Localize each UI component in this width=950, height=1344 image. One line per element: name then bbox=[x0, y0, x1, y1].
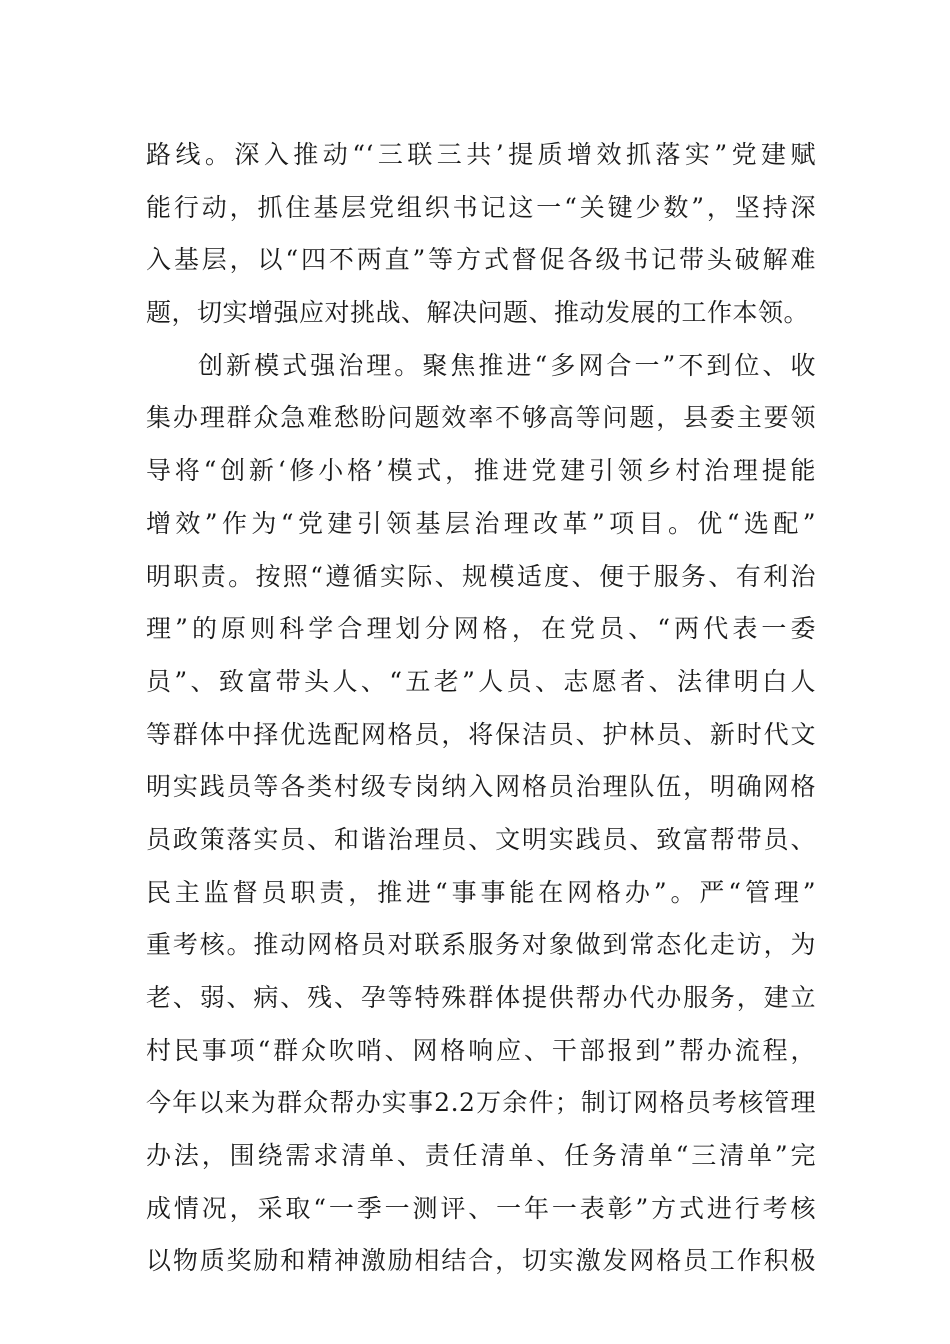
text-line: 等群体中择优选配网格员，将保洁员、护林员、新时代文 bbox=[146, 719, 816, 749]
text-line: 老、弱、病、残、孕等特殊群体提供帮办代办服务，建立 bbox=[146, 983, 816, 1012]
paragraph-first-line: 创新模式强治理。聚焦推进“多网合一”不到位、收 bbox=[198, 350, 816, 380]
text-line: 导将“创新‘修小格’模式，推进党建引领乡村治理提能 bbox=[146, 456, 816, 486]
text-line: 明职责。按照“遵循实际、规模适度、便于服务、有利治 bbox=[146, 561, 816, 591]
body-text bbox=[146, 129, 816, 1288]
text-line: 民主监督员职责，推进“事事能在网格办”。严“管理” bbox=[146, 877, 816, 907]
text-line: 明实践员等各类村级专岗纳入网格员治理队伍，明确网格 bbox=[146, 772, 816, 802]
text-line: 路线。深入推动“‘三联三共’提质增效抓落实”党建赋 bbox=[146, 140, 816, 169]
text-line: 增效”作为“党建引领基层治理改革”项目。优“选配” bbox=[146, 508, 816, 538]
text-line: 今年以来为群众帮办实事2.2万余件；制订网格员考核管理 bbox=[146, 1088, 816, 1118]
text-line: 能行动，抓住基层党组织书记这一“关键少数”，坚持深 bbox=[146, 192, 816, 222]
text-line: 村民事项“群众吹哨、网格响应、干部报到”帮办流程， bbox=[146, 1035, 816, 1065]
text-line: 重考核。推动网格员对联系服务对象做到常态化走访，为 bbox=[146, 930, 816, 960]
text-line: 员”、致富带头人、“五老”人员、志愿者、法律明白人 bbox=[146, 666, 816, 696]
text-line: 以物质奖励和精神激励相结合，切实激发网格员工作积极 bbox=[146, 1246, 816, 1276]
text-line: 办法，围绕需求清单、责任清单、任务清单“三清单”完 bbox=[146, 1141, 816, 1171]
text-line: 入基层，以“四不两直”等方式督促各级书记带头破解难 bbox=[146, 245, 816, 275]
text-line: 理”的原则科学合理划分网格，在党员、“两代表一委 bbox=[146, 614, 816, 644]
text-line: 员政策落实员、和谐治理员、文明实践员、致富帮带员、 bbox=[146, 824, 816, 854]
text-line: 题，切实增强应对挑战、解决问题、推动发展的工作本领。 bbox=[146, 298, 810, 328]
text-line: 成情况，采取“一季一测评、一年一表彰”方式进行考核 bbox=[146, 1193, 816, 1223]
text-line: 集办理群众急难愁盼问题效率不够高等问题，县委主要领 bbox=[146, 403, 816, 433]
